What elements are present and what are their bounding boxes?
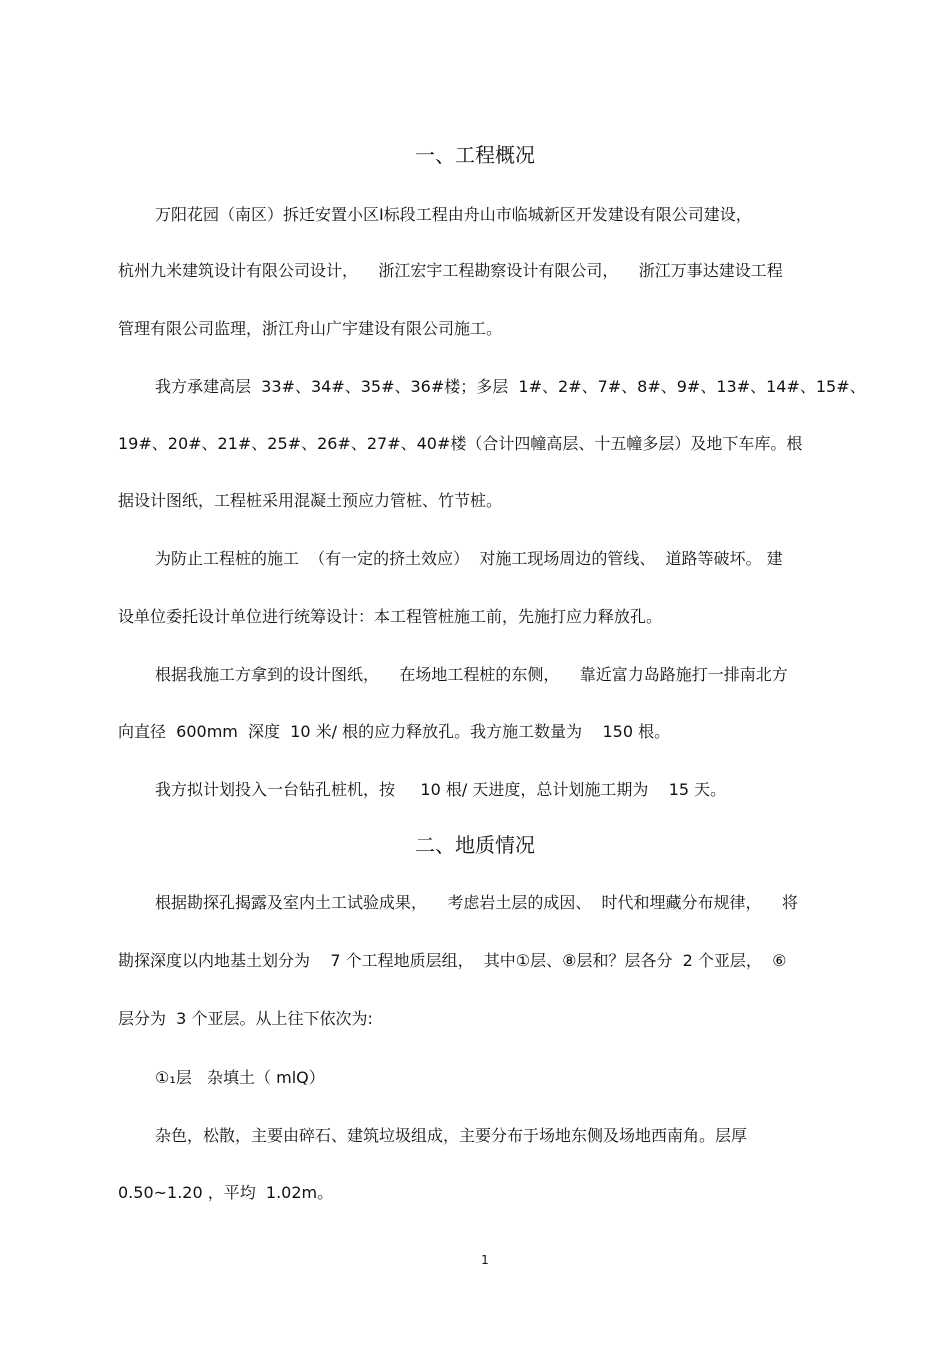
paragraph-line: 万阳花园（南区）拆迁安置小区Ⅰ标段工程由舟山市临城新区开发建设有限公司建设， — [155, 205, 752, 224]
paragraph-line: 管理有限公司监理，浙江舟山广宇建设有限公司施工。 — [118, 319, 503, 338]
paragraph-line: 杭州九米建筑设计有限公司设计， 浙江宏宇工程勘察设计有限公司， 浙江万事达建设工程 — [118, 261, 783, 280]
paragraph-line: 设单位委托设计单位进行统筹设计：本工程管桩施工前，先施打应力释放孔。 — [118, 607, 663, 626]
section-2-title: 二、地质情况 — [415, 833, 535, 857]
paragraph-line: 据设计图纸，工程桩采用混凝土预应力管桩、竹节桩。 — [118, 491, 503, 510]
paragraph-line: 勘探深度以内地基土划分为 7 个工程地质层组， 其中①层、⑧层和？层各分 2 个亚层， ⑥ — [118, 951, 787, 970]
paragraph-line: 层分为 3 个亚层。从上往下依次为: — [118, 1009, 373, 1028]
section-1-title: 一、工程概况 — [415, 143, 535, 167]
paragraph-line: 杂色，松散，主要由碎石、建筑垃圾组成，主要分布于场地东侧及场地西南角。层厚 — [155, 1126, 748, 1145]
layer-heading: ①₁层 杂填土（ mlQ） — [155, 1068, 325, 1087]
paragraph-line: 0.50~1.20 ，平均 1.02m。 — [118, 1183, 334, 1202]
paragraph-line: 向直径 600mm 深度 10 米/ 根的应力释放孔。我方施工数量为 150 根。 — [118, 722, 671, 741]
paragraph-line: 我方拟计划投入一台钻孔桩机，按 10 根/ 天进度，总计划施工期为 15 天。 — [155, 780, 727, 799]
paragraph-line: 我方承建高层 33#、34#、35#、36#楼；多层 1#、2#、7#、8#、9#、13#、14#、15#、 — [155, 377, 866, 396]
paragraph-line: 19#、20#、21#、25#、26#、27#、40#楼（合计四幢高层、十五幢多层）及地下车库。根 — [118, 434, 803, 453]
paragraph-line: 为防止工程桩的施工 （有一定的挤土效应） 对施工现场周边的管线、 道路等破坏。 建 — [155, 549, 783, 568]
page-number: 1 — [481, 1253, 489, 1267]
paragraph-line: 根据我施工方拿到的设计图纸， 在场地工程桩的东侧， 靠近富力岛路施打一排南北方 — [155, 665, 788, 684]
paragraph-line: 根据勘探孔揭露及室内土工试验成果， 考虑岩土层的成因、 时代和埋藏分布规律， 将 — [155, 893, 798, 912]
